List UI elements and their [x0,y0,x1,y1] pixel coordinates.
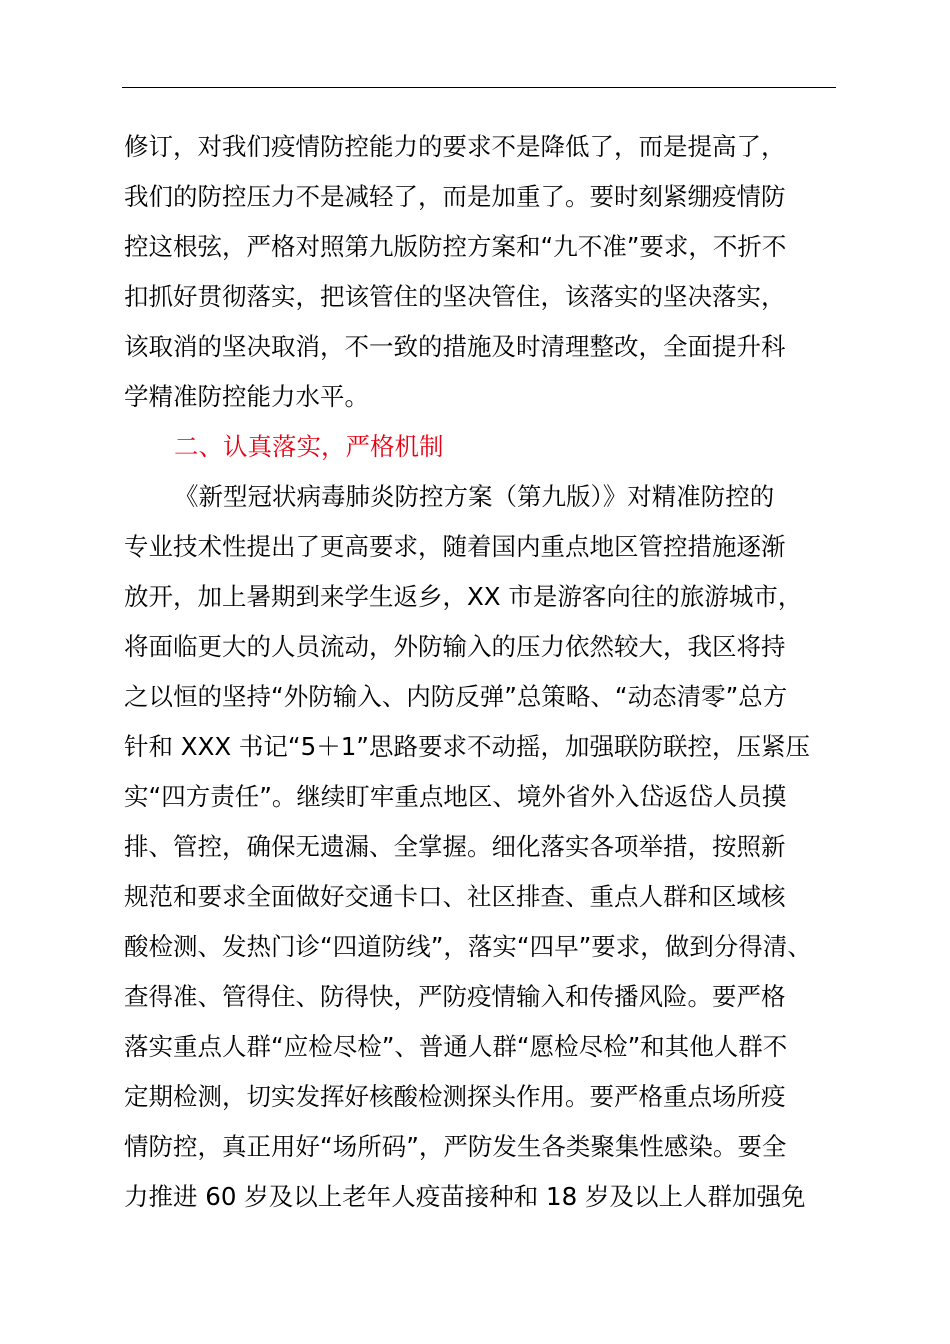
paragraph-2-line: 专业技术性提出了更高要求，随着国内重点地区管控措施逐渐 [124,532,786,561]
paragraph-1-line: 修订，对我们疫情防控能力的要求不是降低了，而是提高了， [124,132,786,161]
paragraph-2-line: 规范和要求全面做好交通卡口、社区排查、重点人群和区域核 [124,882,786,911]
paragraph-1-line: 学精准防控能力水平。 [124,382,369,411]
paragraph-2-line: 实“四方责任”。继续盯牢重点地区、境外省外入岱返岱人员摸 [124,782,787,811]
paragraph-1-line: 扣抓好贯彻落实，把该管住的坚决管住，该落实的坚决落实， [124,282,786,311]
section-heading: 二、认真落实，严格机制 [174,432,444,461]
paragraph-1-line: 控这根弦，严格对照第九版防控方案和“九不准”要求，不折不 [124,232,787,261]
paragraph-2-line: 之以恒的坚持“外防输入、内防反弹”总策略、“动态清零”总方 [124,682,788,711]
paragraph-2-line: 情防控，真正用好“场所码”，严防发生各类聚集性感染。要全 [124,1132,787,1161]
paragraph-2-line: 排、管控，确保无遗漏、全掌握。细化落实各项举措，按照新 [124,832,786,861]
paragraph-2-line: 酸检测、发热门诊“四道防线”，落实“四早”要求，做到分得清、 [124,932,812,961]
paragraph-1-line: 该取消的坚决取消，不一致的措施及时清理整改，全面提升科 [124,332,786,361]
paragraph-2-line: 力推进 60 岁及以上老年人疫苗接种和 18 岁及以上人群加强免 [124,1182,806,1211]
paragraph-2-line: 放开，加上暑期到来学生返乡，XX 市是游客向往的旅游城市， [124,582,803,611]
paragraph-2-line: 将面临更大的人员流动，外防输入的压力依然较大，我区将持 [124,632,786,661]
paragraph-1-line: 我们的防控压力不是减轻了，而是加重了。要时刻紧绷疫情防 [124,182,786,211]
document-body [124,122,840,1222]
paragraph-2-line: 落实重点人群“应检尽检”、普通人群“愿检尽检”和其他人群不 [124,1032,788,1061]
paragraph-2-line: 《新型冠状病毒肺炎防控方案（第九版）》对精准防控的 [174,482,775,511]
paragraph-2-line: 定期检测，切实发挥好核酸检测探头作用。要严格重点场所疫 [124,1082,786,1111]
header-rule [122,87,836,88]
paragraph-2-line: 针和 XXX 书记“5＋1”思路要求不动摇，加强联防联控，压紧压 [124,732,810,761]
paragraph-2-line: 查得准、管得住、防得快，严防疫情输入和传播风险。要严格 [124,982,786,1011]
